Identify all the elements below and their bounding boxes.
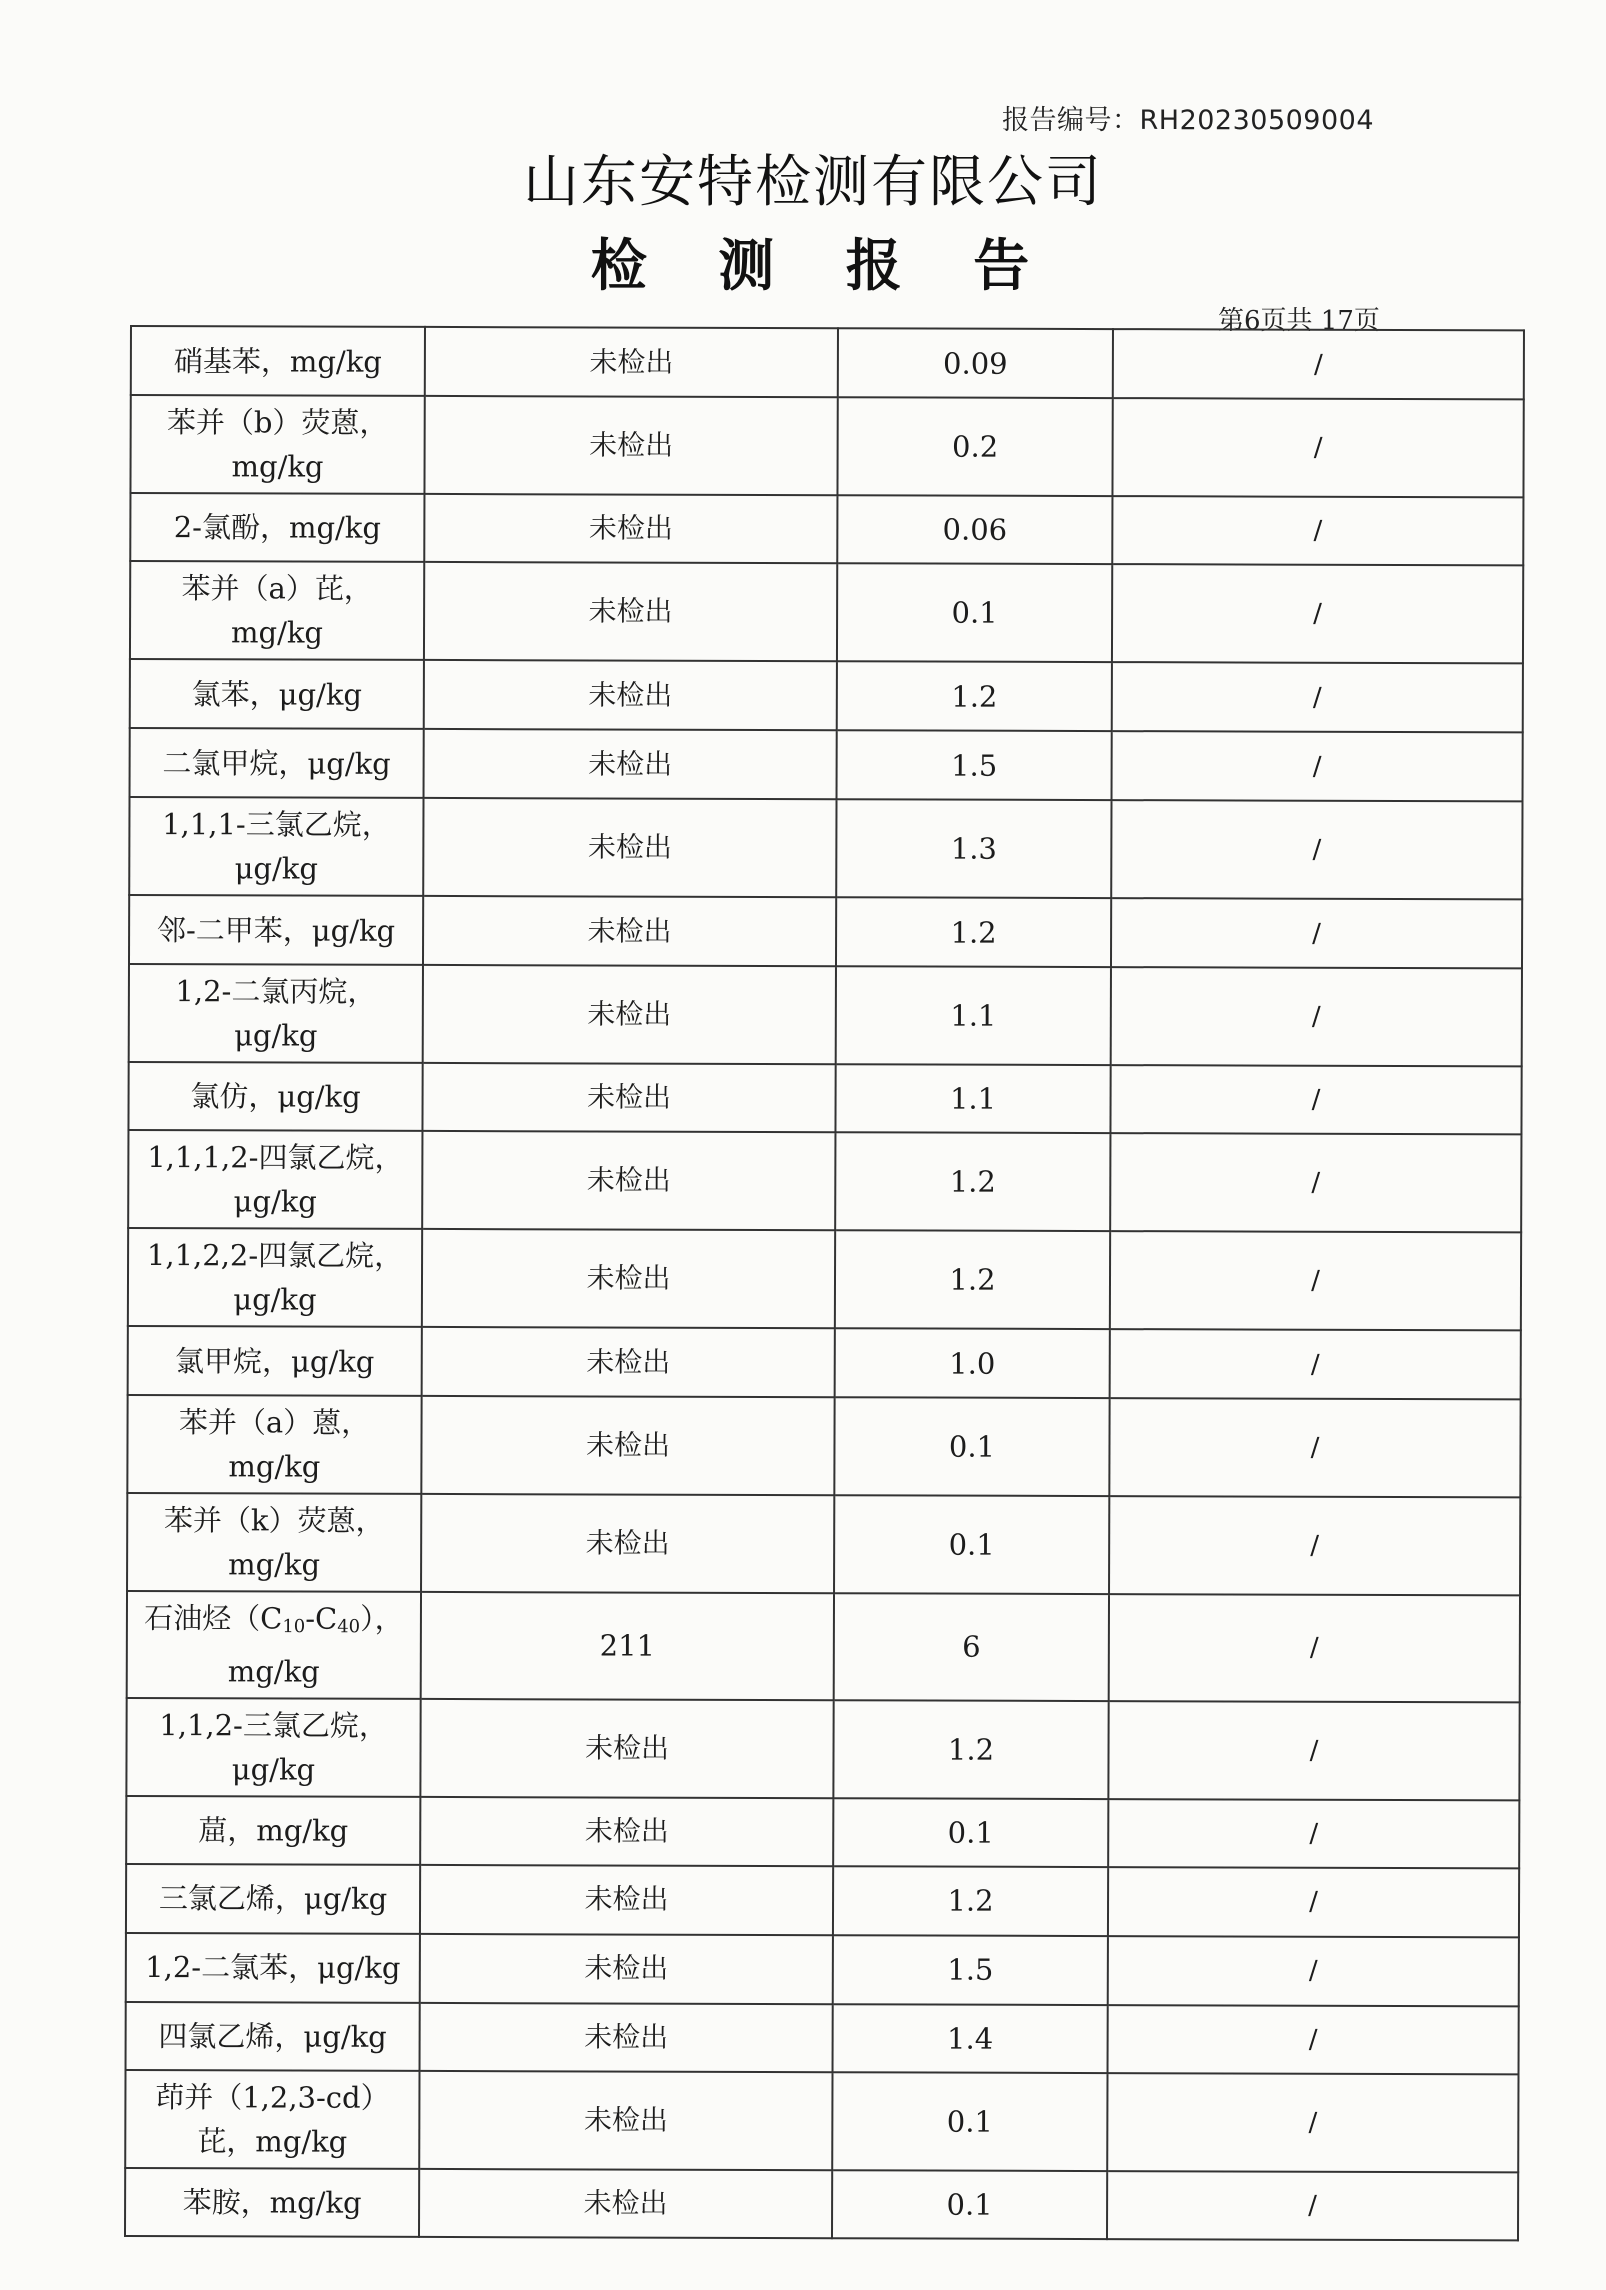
table-row: [130, 728, 1523, 801]
item-name: 氯仿，μg/kg: [128, 1062, 422, 1131]
table-row: [128, 1228, 1521, 1330]
table-row: [126, 1796, 1519, 1868]
item-name: 苯并（a）蒽，mg/kg: [127, 1395, 421, 1494]
item-name: 氯甲烷，μg/kg: [128, 1326, 422, 1396]
result-value: 211: [421, 1592, 834, 1700]
table-row: [130, 395, 1523, 497]
result-value: 未检出: [424, 396, 837, 495]
result-value: 未检出: [422, 1131, 835, 1230]
report-number: 报告编号：RH20230509004: [1002, 105, 1375, 136]
item-name: 苯并（b）荧蒽，mg/kg: [130, 395, 424, 494]
detection-limit: 1.5: [837, 730, 1112, 800]
detection-limit: 6: [834, 1593, 1109, 1700]
remark: /: [1108, 1867, 1519, 1937]
result-value: 未检出: [424, 660, 837, 730]
item-name: 1,1,2,2-四氯乙烷，μg/kg: [128, 1228, 422, 1327]
item-name: 1,2-二氯丙烷，μg/kg: [129, 964, 423, 1063]
detection-limit: 1.2: [833, 1866, 1108, 1936]
result-value: 未检出: [421, 1494, 834, 1593]
item-name: 䓛，mg/kg: [126, 1796, 420, 1865]
detection-limit: 0.1: [833, 1798, 1108, 1867]
remark: /: [1111, 898, 1522, 968]
detection-limit: 1.1: [835, 1064, 1110, 1133]
remark: /: [1110, 1329, 1521, 1399]
result-value: 未检出: [422, 1063, 835, 1132]
detection-limit: 0.06: [837, 495, 1112, 564]
table-row: [125, 2070, 1518, 2172]
item-name: 苯并（a）芘，mg/kg: [130, 561, 424, 660]
remark: /: [1107, 2171, 1518, 2240]
table-row: [129, 797, 1522, 899]
table-row: [126, 1864, 1519, 1937]
detection-limit: 1.4: [833, 2004, 1108, 2073]
detection-limit: 1.2: [835, 1132, 1110, 1231]
detection-limit: 0.09: [838, 328, 1113, 398]
table-row: [127, 1493, 1520, 1595]
detection-limit: 1.3: [836, 799, 1111, 898]
result-value: 未检出: [420, 1865, 833, 1935]
detection-limit: 0.1: [834, 1397, 1109, 1496]
item-name: 氯苯，μg/kg: [130, 659, 424, 729]
remark: /: [1110, 1065, 1521, 1134]
result-value: 未检出: [423, 896, 836, 966]
result-value: 未检出: [422, 1327, 835, 1397]
result-value: 未检出: [419, 2071, 832, 2170]
item-name: 硝基苯，mg/kg: [131, 326, 425, 396]
table-row: [130, 561, 1523, 663]
table-row: [126, 2002, 1519, 2074]
item-name: 三氯乙烯，μg/kg: [126, 1864, 420, 1934]
remark: /: [1109, 1594, 1520, 1702]
remark: /: [1112, 731, 1523, 801]
table-row: [126, 1933, 1519, 2006]
result-value: 未检出: [424, 562, 837, 661]
remark: /: [1112, 398, 1523, 497]
remark: /: [1111, 800, 1522, 899]
results-table: [124, 325, 1525, 2241]
table-row: [130, 493, 1523, 565]
detection-limit: 0.1: [832, 2170, 1107, 2239]
remark: /: [1108, 1799, 1519, 1868]
table-row: [129, 895, 1522, 968]
remark: /: [1107, 2073, 1518, 2172]
result-value: 未检出: [421, 1396, 834, 1495]
table-row: [128, 1130, 1521, 1232]
item-name: 邻-二甲苯，μg/kg: [129, 895, 423, 965]
remark: /: [1112, 662, 1523, 732]
remark: /: [1112, 564, 1523, 663]
item-name: 二氯甲烷，μg/kg: [130, 728, 424, 798]
remark: /: [1109, 1496, 1520, 1595]
item-name: 四氯乙烯，μg/kg: [126, 2002, 420, 2071]
detection-limit: 1.5: [833, 1935, 1108, 2005]
item-name: 苯胺，mg/kg: [125, 2168, 419, 2237]
table-row: [128, 1326, 1521, 1399]
table-row: [127, 1591, 1520, 1702]
item-name: 2-氯酚，mg/kg: [130, 493, 424, 562]
detection-limit: 0.2: [837, 397, 1112, 496]
result-value: 未检出: [420, 1934, 833, 2004]
remark: /: [1108, 2005, 1519, 2074]
table-row: [131, 326, 1524, 399]
item-name: 1,2-二氯苯，μg/kg: [126, 1933, 420, 2003]
remark: /: [1108, 1936, 1519, 2006]
remark: /: [1112, 496, 1523, 565]
result-value: 未检出: [422, 1229, 835, 1328]
company-name: 山东安特检测有限公司: [523, 150, 1103, 215]
table-row: [125, 2168, 1518, 2240]
item-name: 石油烃$(C_{10}-C_{40})$，mg/kg: [127, 1591, 421, 1699]
detection-limit: 0.1: [837, 563, 1112, 662]
detection-limit: 1.1: [836, 966, 1111, 1065]
result-value: 未检出: [420, 1699, 833, 1798]
page-indicator: 第6页共 17页: [1218, 306, 1380, 336]
remark: /: [1109, 1398, 1520, 1497]
document-title: 检 测 报 告: [590, 234, 1056, 299]
detection-limit: 0.1: [834, 1495, 1109, 1594]
item-name: 1,1,1,2-四氯乙烷，μg/kg: [128, 1130, 422, 1229]
table-row: [130, 659, 1523, 732]
table-row: [129, 964, 1522, 1066]
remark: /: [1111, 967, 1522, 1066]
table-row: [126, 1698, 1519, 1800]
table-row: [128, 1062, 1521, 1134]
result-value: 未检出: [424, 729, 837, 799]
detection-limit: 1.2: [835, 1230, 1110, 1329]
detection-limit: 1.2: [837, 661, 1112, 731]
remark: /: [1110, 1231, 1521, 1330]
remark: /: [1110, 1133, 1521, 1232]
item-name: 1,1,1-三氯乙烷，μg/kg: [129, 797, 423, 896]
item-name: 苯并（k）荧蒽，mg/kg: [127, 1493, 421, 1592]
result-value: 未检出: [423, 798, 836, 897]
remark: /: [1108, 1701, 1519, 1800]
result-value: 未检出: [420, 1797, 833, 1866]
result-value: 未检出: [423, 965, 836, 1064]
detection-limit: 1.2: [836, 897, 1111, 967]
detection-limit: 0.1: [832, 2072, 1107, 2171]
item-name: 1,1,2-三氯乙烷，μg/kg: [126, 1698, 420, 1797]
table-row: [127, 1395, 1520, 1497]
item-name: 茚并（1,2,3-cd）芘，mg/kg: [125, 2070, 419, 2169]
remark: /: [1113, 329, 1524, 399]
result-value: 未检出: [425, 327, 838, 397]
result-value: 未检出: [420, 2003, 833, 2072]
result-value: 未检出: [419, 2169, 832, 2238]
result-value: 未检出: [424, 494, 837, 563]
detection-limit: 1.0: [835, 1328, 1110, 1398]
detection-limit: 1.2: [833, 1700, 1108, 1799]
